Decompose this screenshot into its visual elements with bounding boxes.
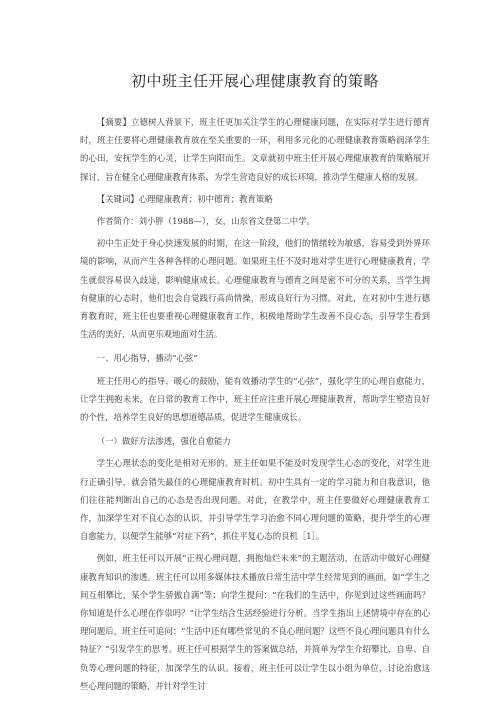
intro-paragraph: 初中生正处于身心快速发展的时期，在这一阶段，他们的情绪较为敏感，容易受到外界环境的影响，从而产生各种各样的心理问题。如果班主任不及时地对学生进行心理健康教育，学生就很容易误入歧途，影响健康成长。心理健康教育与德育之间是密不可分的关系，当学生拥有健康的心态时，他们也会自觉践行高尚情操，形成良好行为习惯。对此，在对初中生进行德育教育时，班主任也要重视心理健康教育工作，积极地帮助学生改善不良心态，引导学生看到生活的美好，从而更乐观地面对生活。 bbox=[80, 238, 430, 340]
example-paragraph: 例如，班主任可以开展“正视心理问题，拥抱灿烂未来”的主题活动，在活动中做好心理健康教育知识的渗透。班主任可以用多媒体技术播放日常生活中学生经常见到的画面，如“学生之间互相攀比，某个学生骄傲自满”等；向学生提问：“在我们的生活中，你见到过这些画面吗？你知道是什么心理在作祟吗？”让学生结合生活经验进行分析。当学生指出上述情境中存在的心理问题后，班主任可追问：“生活中还有哪些常见的不良心理问题？这些不良心理问题具有什么特征？”引发学生的思考。班主任可根据学生的答案做总结，并简单为学生介绍攀比、自卑、自负等心理问题的特征，加深学生的认识。接着，班主任可以让学生以小组为单位，讨论治愈这些心理问题的策略，并针对学生讨 bbox=[80, 553, 430, 691]
keywords-label: 【关键词】 bbox=[96, 193, 139, 204]
author-line: 作者简介：刘小胖（1988—），女，山东省文登第二中学。 bbox=[96, 216, 315, 227]
subsection-paragraph: 学生心理状态的变化是相对无形的。班主任如果不能及时发现学生心态的变化，对学生进行正确引导，就会错失最佳的心理健康教育时机。初中生具有一定的学习能力和自我意识，他们往往能判断出自己的心态是否出现问题。对此，在教学中，班主任要做好心理健康教育工作，加深学生对不良心态的认识，并引导学生学习治愈不同心理问题的策略，提升学生的心理自愈能力，以便学生能够“对症下药”，抓住平复心态的良机［1］。 bbox=[80, 458, 430, 542]
keywords-text: 心理健康教育；初中德育；教育策略 bbox=[138, 193, 273, 204]
keywords-paragraph bbox=[80, 190, 430, 208]
abstract-paragraph bbox=[80, 113, 430, 186]
abstract-label: 【摘要】 bbox=[96, 117, 131, 127]
subsection-heading: （一）做好方法渗透，强化自愈能力 bbox=[96, 436, 231, 447]
abstract-text: 立德树人背景下，班主任更加关注学生的心理健康问题，在实际对学生进行德育时，班主任要将心理健康教育放在至关重要的一环，利用多元化的心理健康教育策略润泽学生的心田，安抚学生的心灵，让学生向阳而生。文章就初中班主任开展心理健康教育的策略展开探讨，旨在健全心理健康教育体系，为学生营造良好的成长环境，推动学生健康人格的发展。 bbox=[80, 117, 431, 182]
section-heading: 一、用心指导，播动“心弦” bbox=[96, 353, 198, 364]
document-title: 初中班主任开展心理健康教育的策略 bbox=[130, 72, 379, 90]
section-paragraph: 班主任用心的指导、暖心的鼓励，能有效播动学生的“心弦”，强化学生的心理自愈能力，让学生拥抱未来。在日常的教育工作中，班主任应注重开展心理健康教育，帮助学生塑造良好的个性，培养学生良好的思想道德品质，促进学生健康成长。 bbox=[80, 375, 430, 423]
